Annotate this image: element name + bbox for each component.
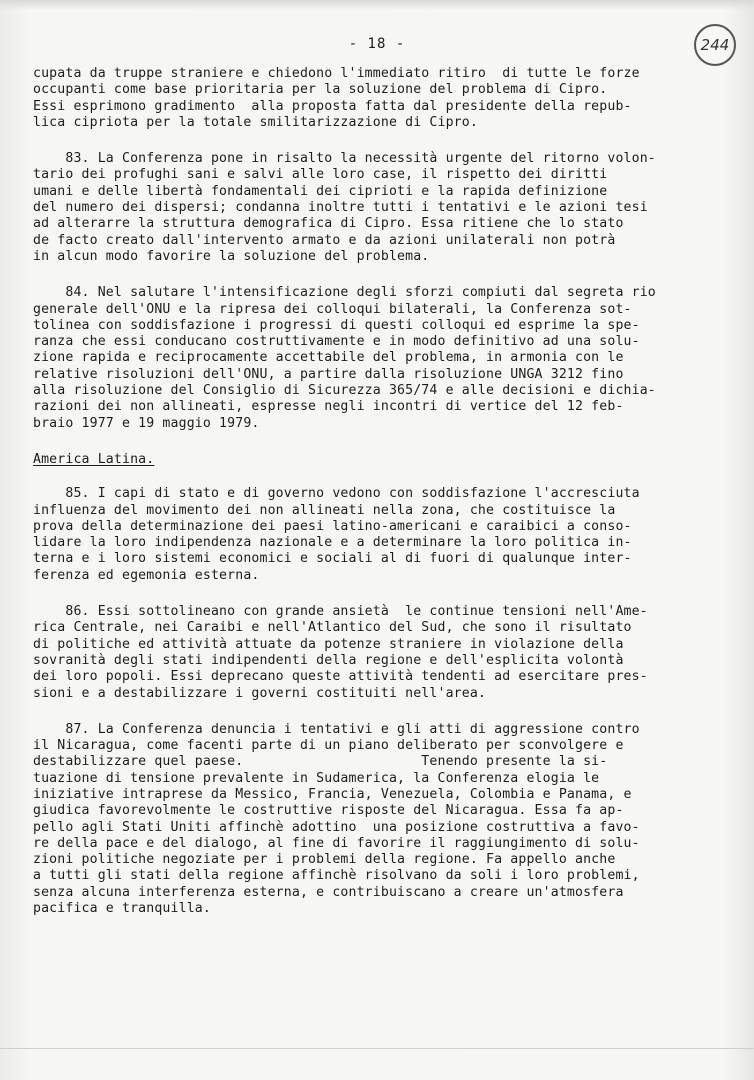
text-line: 84. Nel salutare l'intensificazione degli sforzi compiuti dal segreta rio xyxy=(33,285,656,301)
text-line: il Nicaragua, come facenti parte di un piano deliberato per sconvolgere e xyxy=(33,738,624,754)
text-line: prova della determinazione dei paesi latino-americani e caraibici a conso- xyxy=(33,518,632,534)
text-line: de facto creato dall'intervento armato e da azioni unilaterali non potrà xyxy=(33,232,616,248)
text-line: tario dei profughi sani e salvi alle loro case, il rispetto dei diritti xyxy=(33,167,608,183)
paragraph xyxy=(33,486,733,584)
text-line: generale dell'ONU e la ripresa dei colloqui bilaterali, la Conferenza sot- xyxy=(33,301,632,317)
text-line: cupata da truppe straniere e chiedono l'immediato ritiro di tutte le forze xyxy=(33,66,640,81)
text-line: sovranità degli stati indipendenti della regione e dell'esplicita volontà xyxy=(33,652,624,668)
text-line: in alcun modo favorire la soluzione del problema. xyxy=(33,248,430,264)
text-line: tuazione di tensione prevalente in Sudamerica, la Conferenza elogia le xyxy=(33,770,600,786)
page-bottom-rule xyxy=(0,1048,754,1049)
text-line: dei loro popoli. Essi deprecano queste attività tendenti ad esercitare pres- xyxy=(33,669,648,685)
text-line: lidare la loro indipendenza nazionale e a determinare la loro politica in- xyxy=(33,535,632,551)
paragraph xyxy=(33,604,733,702)
text-line: razioni dei non allineati, espresse negli incontri di vertice del 12 feb- xyxy=(33,399,624,415)
text-line: 86. Essi sottolineano con grande ansietà le continue tensioni nell'Ame- xyxy=(33,604,648,620)
text-line: occupanti come base prioritaria per la soluzione del problema di Cipro. xyxy=(33,82,608,98)
paragraph xyxy=(33,722,733,918)
paragraph xyxy=(33,66,733,131)
text-line: senza alcuna interferenza esterna, e contribuiscano a creare un'atmosfera xyxy=(33,884,624,900)
text-line: pacifica e tranquilla. xyxy=(33,901,211,917)
text-line: ranza che essi conducano costruttivamente e in modo definitivo ad una solu- xyxy=(33,334,640,350)
text-line: Essi esprimono gradimento alla proposta fatta dal presidente della repub- xyxy=(33,98,632,114)
text-line: giudica favorevolmente le costruttive risposte del Nicaragua. Essa fa ap- xyxy=(33,803,624,819)
paragraph xyxy=(33,151,733,265)
text-line: 83. La Conferenza pone in risalto la necessità urgente del ritorno volon- xyxy=(33,151,656,167)
text-line: sioni e a destabilizzare i governi costituiti nell'area. xyxy=(33,685,487,701)
text-line: 85. I capi di stato e di governo vedono con soddisfazione l'accresciuta xyxy=(33,486,640,502)
text-line: terna e i loro sistemi economici e sociali al di fuori di qualunque inter- xyxy=(33,551,632,567)
text-line: braio 1977 e 19 maggio 1979. xyxy=(33,415,260,431)
text-line: lica cipriota per la totale smilitarizzazione di Cipro. xyxy=(33,114,478,130)
text-line: influenza del movimento dei non allineati nella zona, che costituisce la xyxy=(33,502,616,518)
paragraph xyxy=(33,285,733,432)
text-line: relative risoluzioni dell'ONU, a partire dalla risoluzione UNGA 3212 fino xyxy=(33,366,624,382)
text-line: tolinea con soddisfazione i progressi di questi colloqui ed esprime la spe- xyxy=(33,317,640,333)
text-line: re della pace e del dialogo, al fine di favorire il raggiungimento di solu- xyxy=(33,835,640,851)
document-body xyxy=(33,66,733,937)
section-heading: America Latina. xyxy=(33,451,155,467)
text-line: alla risoluzione del Consiglio di Sicurezza 365/74 e alle decisioni e dichia- xyxy=(33,383,656,399)
text-line: ad alterarre la struttura demografica di Cipro. Essa ritiene che lo stato xyxy=(33,216,624,232)
text-line: a tutti gli stati della regione affinchè risolvano da soli i loro problemi, xyxy=(33,868,640,884)
text-line: zione rapida e reciprocamente accettabile del problema, in armonia con le xyxy=(33,350,624,366)
page-number: - 18 - xyxy=(348,36,406,52)
text-line: destabilizzare quel paese. Tenendo presente la si- xyxy=(33,754,608,770)
text-line: del numero dei dispersi; condanna inoltre tutti i tentativi e le azioni tesi xyxy=(33,200,648,216)
archive-stamp: 244 xyxy=(694,24,736,66)
text-line: 87. La Conferenza denuncia i tentativi e gli atti di aggressione contro xyxy=(33,721,640,737)
text-line: pello agli Stati Uniti affinchè adottino una posizione costruttiva a favo- xyxy=(33,819,640,835)
text-line: ferenza ed egemonia esterna. xyxy=(33,567,260,583)
text-line: iniziative intraprese da Messico, Francia, Venezuela, Colombia e Panama, e xyxy=(33,786,632,802)
text-line: umani e delle libertà fondamentali dei ciprioti e la rapida definizione xyxy=(33,183,608,199)
text-line: di politiche ed attività attuate da potenze straniere in violazione della xyxy=(33,636,624,652)
text-line: zioni politiche negoziate per i problemi della regione. Fa appello anche xyxy=(33,852,616,868)
text-line: rica Centrale, nei Caraibi e nell'Atlantico del Sud, che sono il risultato xyxy=(33,620,632,636)
page-top-edge xyxy=(0,0,754,10)
